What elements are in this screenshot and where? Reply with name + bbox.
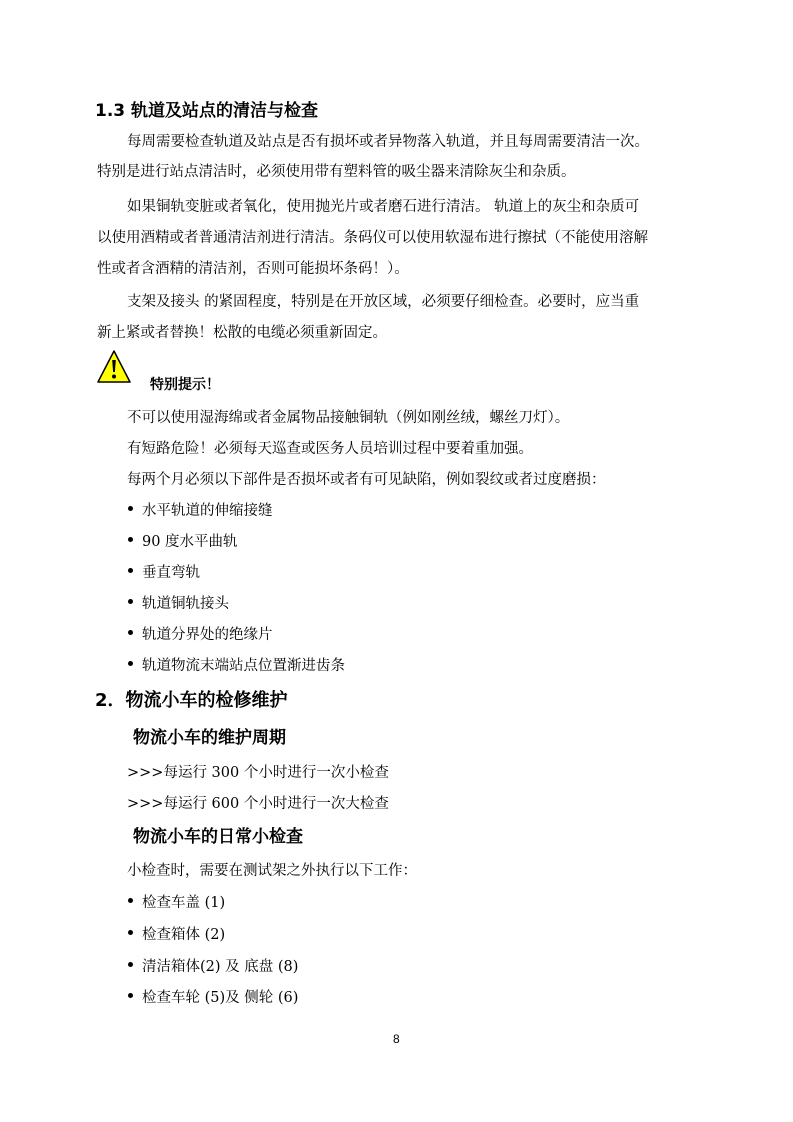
list-item: 检查车盖 (1) xyxy=(142,895,226,911)
bullet-marker xyxy=(128,898,133,903)
list-item: 检查箱体 (2) xyxy=(142,927,226,943)
section-1-3-title: 1.3 轨道及站点的清洁与检查 xyxy=(95,101,319,121)
bullet-marker xyxy=(128,993,133,998)
warning-line: 每两个月必须以下部件是否损坏或者有可见缺陷，例如裂纹或者过度磨损： xyxy=(127,472,606,488)
paragraph-text: 如果铜轨变脏或者氧化，使用抛光片或者磨石进行清洁。 轨道上的灰尘和杂质可 xyxy=(127,199,640,215)
bullet-marker xyxy=(128,537,133,542)
bullet-marker xyxy=(128,599,133,604)
list-item: 轨道物流末端站点位置渐进齿条 xyxy=(142,658,345,674)
paragraph-text: 支架及接头 的紧固程度，特别是在开放区域，必须要仔细检查。必要时，应当重 xyxy=(127,294,640,310)
schedule-line: >>>每运行 600 个小时进行一次大检查 xyxy=(127,796,389,812)
list-item: 水平轨道的伸缩接缝 xyxy=(142,503,273,519)
list-item: 90 度水平曲轨 xyxy=(142,534,238,550)
paragraph-text: 每周需要检查轨道及站点是否有损坏或者异物落入轨道，并且每周需要清洁一次。 xyxy=(127,134,649,150)
page-number: 8 xyxy=(393,1032,400,1046)
bullet-marker xyxy=(128,630,133,635)
bullet-marker xyxy=(128,962,133,967)
warning-line: 有短路危险！必须每天巡查或医务人员培训过程中要着重加强。 xyxy=(127,441,533,457)
warning-label: 特别提示！ xyxy=(150,377,220,393)
subsection-title: 物流小车的日常小检查 xyxy=(133,827,303,847)
list-item: 轨道分界处的绝缘片 xyxy=(142,627,273,643)
schedule-line: >>>每运行 300 个小时进行一次小检查 xyxy=(127,765,389,781)
bullet-marker xyxy=(128,568,133,573)
paragraph-text: 性或者含酒精的清洁剂，否则可能损坏条码！）。 xyxy=(97,261,409,277)
list-item: 轨道铜轨接头 xyxy=(142,596,229,612)
paragraph-text: 新上紧或者替换！松散的电缆必须重新固定。 xyxy=(97,325,387,341)
section-2-title: 2．物流小车的检修维护 xyxy=(95,690,288,711)
bullet-marker xyxy=(128,930,133,935)
intro-line: 小检查时，需要在测试架之外执行以下工作： xyxy=(127,863,417,879)
warning-triangle-icon xyxy=(96,349,132,385)
paragraph-text: 特别是进行站点清洁时，必须使用带有塑料管的吸尘器来清除灰尘和杂质。 xyxy=(97,164,576,180)
paragraph-text: 以使用酒精或者普通清洁剂进行清洁。条码仪可以使用软湿布进行擦拭（不能使用溶解 xyxy=(97,230,648,246)
bullet-marker xyxy=(128,661,133,666)
bullet-marker xyxy=(128,506,133,511)
list-item: 清洁箱体(2) 及 底盘 (8) xyxy=(142,959,299,975)
warning-line: 不可以使用湿海绵或者金属物品接触铜轨（例如刚丝绒，螺丝刀灯）。 xyxy=(127,410,570,426)
list-item: 检查车轮 (5)及 侧轮 (6) xyxy=(142,990,299,1006)
list-item: 垂直弯轨 xyxy=(142,565,200,581)
subsection-title: 物流小车的维护周期 xyxy=(133,728,286,748)
